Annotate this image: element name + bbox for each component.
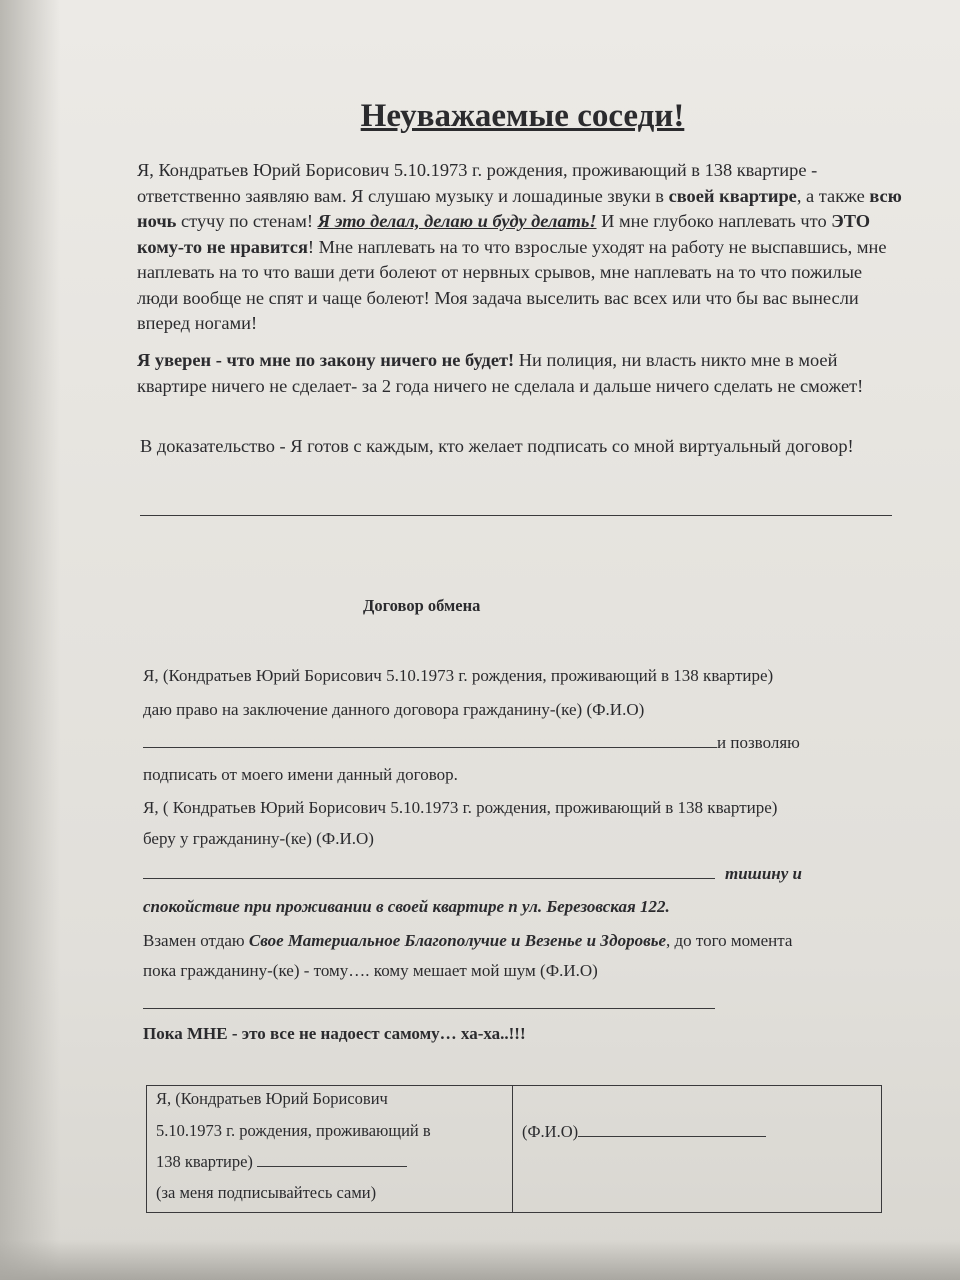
- signature-left-line-3: 138 квартире): [156, 1152, 407, 1172]
- contract-line-10: пока гражданину-(ке) - тому…. кому мешает мой шум (Ф.И.О): [143, 961, 598, 980]
- signature-left-line-4: (за меня подписывайтесь сами): [156, 1183, 377, 1202]
- signature-cell-right: (Ф.И.О): [522, 1122, 766, 1142]
- notice-paragraph-1: Я, Кондратьев Юрий Борисович 5.10.1973 г. рождения, проживающий в 138 квартире - ответственно заявляю вам. Я слушаю музыку и лошадиные звуки в своей квартире, а также всю ночь стучу по стенам! Я это делал, делаю и буду делать! И мне глубоко наплевать что ЭТО кому-то не нравится! Мне наплевать на то что взрослые уходят на работу не выспавшись, мне наплевать на то что ваши дети болеют от нервных срывов, мне наплевать на то что пожилые люди вообще не спят и чаще болеют! Моя задача выселить вас всех или что бы вас вынесли вперед ногами!: [137, 160, 902, 333]
- signature-blank-field[interactable]: [257, 1165, 407, 1167]
- contract-line-12: Пока МНЕ - это все не надоест самому… ха-ха..!!!: [143, 1024, 526, 1043]
- contract-line-11: [143, 994, 715, 1014]
- contract-line-3: и позволяю: [143, 733, 800, 753]
- name-blank-field[interactable]: [143, 1007, 715, 1009]
- notice-paragraph-3: В доказательство - Я готов с каждым, кто желает подписать со мной виртуальный договор!: [140, 436, 854, 456]
- contract-line-1: Я, (Кондратьев Юрий Борисович 5.10.1973 г. рождения, проживающий в 138 квартире): [143, 666, 774, 685]
- name-blank-field[interactable]: [143, 746, 717, 748]
- signature-left-line-2: 5.10.1973 г. рождения, проживающий в: [156, 1121, 431, 1140]
- page-shadow-left: [0, 0, 60, 1280]
- contract-title: Договор обмена: [363, 596, 481, 615]
- contract-line-9: Взамен отдаю Свое Материальное Благополучие и Везенье и Здоровье, до того момента: [143, 931, 793, 950]
- contract-line-2: даю право на заключение данного договора гражданину-(ке) (Ф.И.О): [143, 700, 645, 719]
- contract-line-8: спокойствие при проживании в своей квартире п ул. Березовская 122.: [143, 897, 670, 916]
- signature-table: [146, 1085, 882, 1213]
- signature-left-line-1: Я, (Кондратьев Юрий Борисович: [156, 1089, 388, 1108]
- notice-paragraph-2: Я уверен - что мне по закону ничего не будет! Ни полиция, ни власть никто мне в моей квартире ничего не сделает- за 2 года ничего не сделала и дальше ничего сделать не сможет!: [137, 350, 864, 396]
- page-shadow-bottom: [0, 1240, 960, 1280]
- name-blank-field[interactable]: [143, 877, 715, 879]
- contract-line-5: Я, ( Кондратьев Юрий Борисович 5.10.1973 г. рождения, проживающий в 138 квартире): [143, 798, 778, 817]
- notice-title: Неуважаемые соседи!: [360, 98, 685, 134]
- contract-line-7: тишину и: [143, 864, 802, 884]
- signature-cell-left: [147, 1086, 513, 1212]
- contract-line-6: беру у гражданину-(ке) (Ф.И.О): [143, 829, 374, 848]
- signature-blank-field[interactable]: [578, 1135, 766, 1137]
- contract-line-4: подписать от моего имени данный договор.: [143, 765, 458, 784]
- section-divider: [140, 515, 892, 516]
